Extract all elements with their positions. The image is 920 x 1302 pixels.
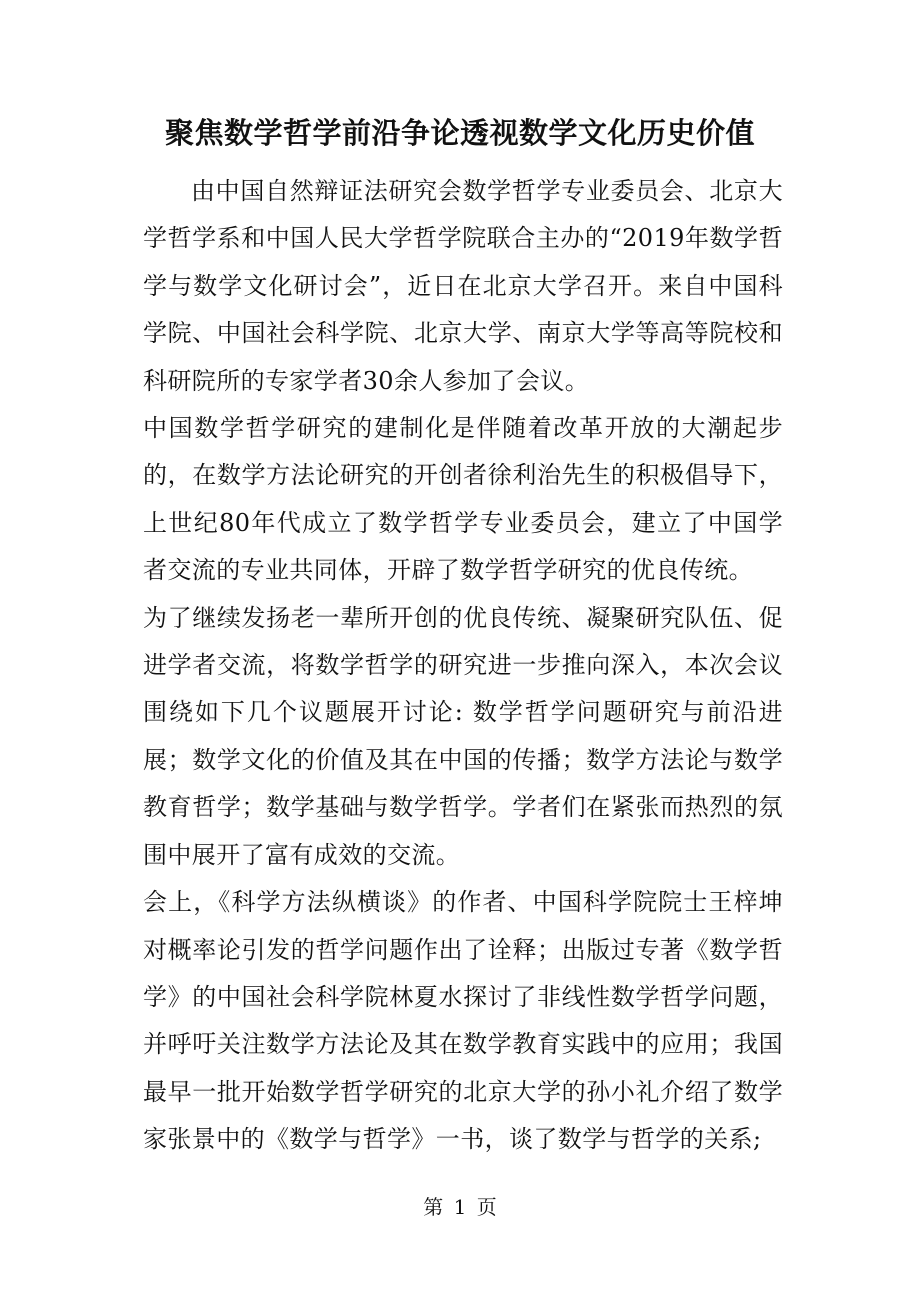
paragraph-intro: 由中国自然辩证法研究会数学哲学专业委员会、北京大学哲学系和中国人民大学哲学院联合主办的“2019年数学哲学与数学文化研讨会”，近日在北京大学召开。来自中国科学院、中国社会科学院、北京大学、南京大学等高等院校和科研院所的专家学者30余人参加了会议。	[143, 177, 783, 395]
paragraph-history: 中国数学哲学研究的建制化是伴随着改革开放的大潮起步的，在数学方法论研究的开创者徐利治先生的积极倡导下，上世纪80年代成立了数学哲学专业委员会，建立了中国学者交流的专业共同体，开辟了数学哲学研究的优良传统。	[143, 414, 783, 585]
paragraph-topics: 为了继续发扬老一辈所开创的优良传统、凝聚研究队伍、促进学者交流，将数学哲学的研究进一步推向深入，本次会议围绕如下几个议题展开讨论: 数学哲学问题研究与前沿进展；数学文化的价值及其在中国的传播；数学方法论与数学教育哲学；数学基础与数学哲学。学者们在紧张而热烈的氛围中展开了富有成效的交流。	[143, 603, 783, 869]
document-body	[143, 168, 783, 1164]
paragraph-speakers: 会上，《科学方法纵横谈》的作者、中国科学院院士王梓坤对概率论引发的哲学问题作出了诠释；出版过专著《数学哲学》的中国社会科学院林夏水探讨了非线性数学哲学问题，并呼吁关注数学方法论及其在数学教育实践中的应用；我国最早一批开始数学哲学研究的北京大学的孙小礼介绍了数学家张景中的《数学与哲学》一书，谈了数学与哲学的关系;	[143, 888, 783, 1154]
document-title: 聚焦数学哲学前沿争论透视数学文化历史价值	[164, 116, 755, 150]
page-number: 第 1 页	[423, 1195, 497, 1219]
